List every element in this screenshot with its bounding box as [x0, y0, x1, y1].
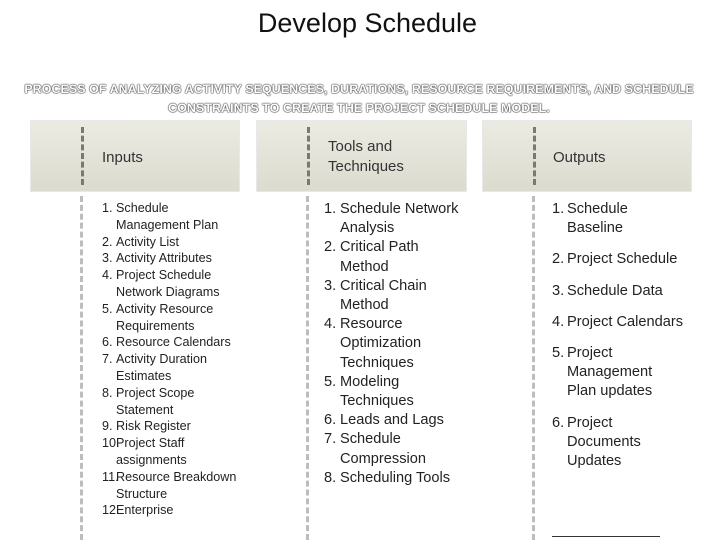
list-item-number: 6.: [102, 335, 113, 350]
outputs-list: [552, 200, 684, 483]
list-item-number: 1.: [552, 201, 565, 217]
list-item: [324, 411, 464, 430]
tools-header-line-1: Tools and: [328, 138, 393, 155]
tools-header-label: [328, 137, 404, 177]
list-item-number: 3.: [102, 251, 113, 266]
list-item: [102, 200, 238, 234]
list-item: [102, 301, 238, 335]
inputs-column: [30, 196, 240, 540]
list-item-text: Project Management Plan updates: [567, 345, 653, 400]
list-item-text: Project Calendars: [567, 313, 683, 330]
list-item: [552, 313, 684, 332]
list-item-number: 7.: [324, 431, 337, 448]
list-item-number: 2.: [552, 251, 565, 268]
list-item-number: 11.: [102, 469, 119, 484]
inputs-list: [102, 200, 238, 519]
list-item-text: Schedule Network Analysis: [340, 201, 459, 237]
list-item-number: 5.: [552, 345, 565, 362]
list-item-text: Resource Optimization Techniques: [340, 316, 422, 371]
list-item-text: Critical Chain Method: [340, 277, 427, 314]
list-item: [552, 344, 684, 402]
list-item-text: Project Staff assignments: [116, 436, 187, 467]
header-divider: [533, 127, 536, 185]
list-item: [102, 385, 238, 419]
list-item-number: 9.: [102, 419, 113, 434]
list-item-number: 5.: [102, 301, 113, 316]
list-item: [324, 238, 464, 276]
tools-column: [256, 196, 466, 540]
page-title: Develop Schedule: [257, 8, 478, 38]
description-line-2: CONSTRAINTS TO CREATE THE PROJECT SCHEDULE MODEL.: [168, 101, 550, 115]
list-item-text: Risk Register: [116, 419, 191, 434]
list-item-text: Scheduling Tools: [340, 469, 451, 486]
list-item-text: Project Scope Statement: [116, 385, 195, 417]
list-item-number: 7.: [102, 352, 113, 367]
outputs-header: [482, 120, 692, 192]
inputs-header: [30, 120, 240, 192]
inputs-header-label: Inputs: [102, 149, 143, 166]
list-item-number: 8.: [324, 469, 337, 486]
outputs-header-label: Outputs: [553, 149, 606, 166]
list-item: [102, 267, 238, 301]
list-item: [324, 200, 464, 238]
list-item: [102, 502, 238, 519]
list-item-text: Modeling Techniques: [340, 373, 414, 410]
list-item: [324, 469, 464, 488]
list-item-number: 8.: [102, 385, 113, 400]
list-item-text: Activity Attributes: [116, 251, 212, 266]
tools-header: [256, 120, 467, 192]
list-item: [324, 315, 464, 373]
list-item-text: Resource Breakdown Structure: [116, 469, 237, 501]
list-item-text: Leads and Lags: [340, 412, 444, 429]
body-divider: [532, 196, 535, 540]
list-item-number: 5.: [324, 373, 337, 390]
list-item: [102, 334, 238, 351]
tools-header-line-2: Techniques: [328, 158, 404, 175]
list-item: [324, 373, 464, 411]
list-item: [102, 351, 238, 385]
header-divider: [307, 127, 310, 185]
list-item-number: 4.: [102, 268, 113, 283]
list-item-text: Enterprise: [116, 503, 174, 518]
list-item-number: 1.: [324, 201, 337, 217]
list-item: [102, 418, 238, 435]
process-description: [10, 80, 708, 118]
list-item: [324, 430, 464, 468]
list-item: [552, 414, 684, 472]
body-divider: [80, 196, 83, 540]
list-item-text: Schedule Data: [567, 282, 663, 299]
list-item-text: Schedule Baseline: [567, 201, 628, 237]
list-item-number: 1.: [102, 201, 113, 215]
list-item-number: 4.: [324, 316, 337, 333]
list-item: [552, 250, 684, 269]
list-item-text: Schedule Management Plan: [116, 201, 219, 232]
divider-line: [552, 536, 660, 537]
header-divider: [81, 127, 84, 185]
list-item-number: 3.: [552, 282, 565, 299]
list-item-number: 10.: [102, 436, 120, 451]
outputs-column: [482, 196, 692, 540]
list-item-text: Project Documents Updates: [567, 414, 641, 470]
list-item: [552, 200, 684, 238]
list-item-number: 4.: [552, 313, 565, 330]
list-item-number: 6.: [552, 414, 565, 431]
list-item-text: Schedule Compression: [340, 431, 426, 467]
list-item: [102, 250, 238, 267]
tools-list: [324, 200, 464, 488]
list-item: [102, 234, 238, 251]
list-item-number: 2.: [324, 239, 337, 256]
list-item-number: 12.: [102, 503, 120, 518]
list-item-text: Activity List: [116, 234, 179, 249]
list-item-text: Activity Resource Requirements: [116, 301, 214, 333]
list-item-text: Critical Path Method: [340, 239, 419, 275]
list-item: [102, 435, 238, 469]
description-line-1: PROCESS OF ANALYZING ACTIVITY SEQUENCES, DURATIONS, RESOURCE REQUIREMENTS, AND SCHEDULE: [24, 82, 694, 96]
list-item: [552, 282, 684, 301]
list-item-text: Activity Duration Estimates: [116, 352, 207, 383]
list-item-text: Project Schedule Network Diagrams: [116, 268, 220, 299]
body-divider: [306, 196, 309, 540]
list-item-text: Resource Calendars: [116, 335, 231, 350]
list-item: [102, 469, 238, 503]
list-item-text: Project Schedule: [567, 251, 678, 268]
list-item-number: 2.: [102, 234, 113, 249]
list-item-number: 3.: [324, 277, 337, 294]
list-item: [324, 277, 464, 315]
list-item-number: 6.: [324, 412, 337, 429]
